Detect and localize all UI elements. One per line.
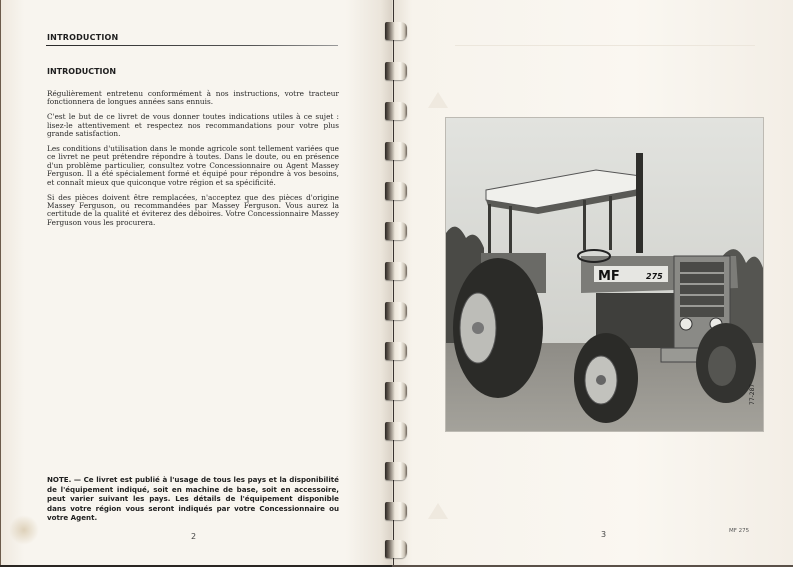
paragraph: Régulièrement entretenu conformément à nos instructions, votre tracteur fonctionnera de longues années sans ennuis. bbox=[47, 89, 339, 107]
binding-ring bbox=[385, 182, 407, 200]
tractor-photo bbox=[445, 117, 764, 432]
binding-ring bbox=[385, 22, 407, 40]
photo-reference-code: 77-287 bbox=[749, 383, 756, 405]
note-text: NOTE. — Ce livret est publié à l'usage de tous les pays et la disponibilité de l'équipement indiqué, soit en machine de base, soit en accessoire, peut varier suivant les pays. Les détails de l'équipement disponible dans votre région vous seront indiqués par votre Concessionnaire ou votre Agent. bbox=[47, 475, 339, 522]
bleed-through-rule bbox=[455, 45, 755, 46]
binding-ring bbox=[385, 462, 407, 480]
svg-text:275: 275 bbox=[646, 272, 663, 281]
sub-heading: INTRODUCTION bbox=[47, 67, 117, 76]
binding-ring bbox=[385, 102, 407, 120]
heading-divider bbox=[46, 45, 338, 46]
page-number-right: 3 bbox=[601, 530, 607, 539]
bleed-through-warning-icon bbox=[428, 503, 448, 519]
binding-spine bbox=[393, 0, 394, 565]
binding-ring bbox=[385, 302, 407, 320]
bleed-through-warning-icon bbox=[428, 92, 448, 108]
left-page bbox=[0, 0, 393, 565]
binding-ring bbox=[385, 540, 407, 558]
binding-ring bbox=[385, 142, 407, 160]
paper-stain bbox=[9, 515, 39, 545]
paragraph: Si des pièces doivent être remplacées, n'acceptez que des pièces d'origine Massey Ferguson, ou recommandées par Massey Ferguson. Vous aurez la certitude de la qualité et éviterez des déboires. Votre Concessionnaire Massey Ferguson vous les procurera. bbox=[47, 192, 339, 227]
binding-ring bbox=[385, 62, 407, 80]
mf-badge-text: MF bbox=[598, 269, 620, 284]
binding-ring bbox=[385, 342, 407, 360]
tractor-illustration bbox=[446, 118, 763, 431]
section-heading: INTRODUCTION bbox=[47, 33, 119, 42]
binding-ring bbox=[385, 382, 407, 400]
paragraph: C'est le but de ce livret de vous donner toutes indications utiles à ce sujet : lisez-le attentivement et respectez nos recommandations pour votre plus grande satisfaction. bbox=[47, 112, 339, 139]
binding-ring bbox=[385, 502, 407, 520]
binding-ring bbox=[385, 222, 407, 240]
model-label: MF 275 bbox=[729, 528, 750, 534]
page-number-left: 2 bbox=[191, 532, 197, 541]
intro-body bbox=[47, 90, 339, 234]
paragraph: Les conditions d'utilisation dans le monde agricole sont tellement variées que ce livret ne peut prétendre répondre à toutes. Dans le doute, ou en présence d'un problème particulier, consultez votre Concessionnaire ou Agent Massey Ferguson. Il a été spécialement formé et équipé pour répondre à vos besoins, et connaît mieux que quiconque votre région et sa spécificité. bbox=[47, 144, 339, 187]
binding-ring bbox=[385, 422, 407, 440]
binding-ring bbox=[385, 262, 407, 280]
